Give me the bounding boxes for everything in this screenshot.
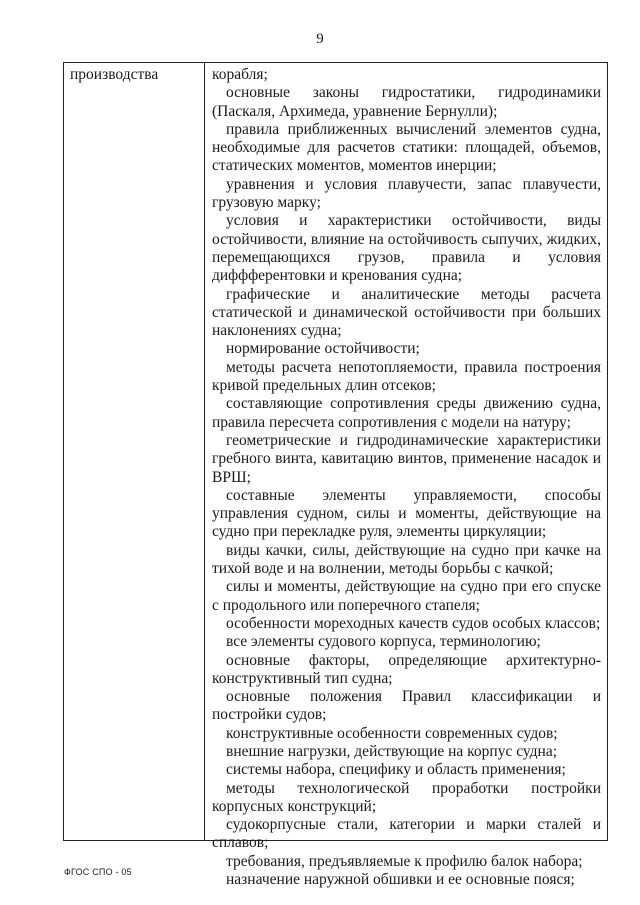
list-item: графические и аналитические методы расчета статической и динамической остойчивости при больших наклонениях судна;: [212, 285, 601, 340]
list-item: особенности мореходных качеств судов особых классов;: [226, 614, 601, 632]
list-item: основные факторы, определяющие архитектурно-конструктивный тип судна;: [212, 651, 601, 687]
list-item: основные законы гидростатики, гидродинамики (Паскаля, Архимеда, уравнение Бернулли);: [212, 84, 601, 120]
footer-code: ФГОС СПО - 05: [64, 867, 132, 877]
list-item: конструктивные особенности современных судов;: [226, 724, 558, 742]
list-item: все элементы судового корпуса, терминологию;: [226, 633, 541, 651]
list-item: требования, предъявляемые к профилю балок набора;: [226, 852, 583, 870]
table-right-cell: [212, 66, 601, 889]
list-item: системы набора, специфику и область применения;: [226, 761, 566, 779]
page-number: 9: [316, 31, 324, 47]
list-item: судокорпусные стали, категории и марки сталей и сплавов;: [212, 816, 601, 852]
list-item: назначение наружной обшивки и ее основные пояся;: [226, 871, 575, 889]
list-item: методы расчета непотопляемости, правила построения кривой предельных длин отсеков;: [212, 358, 601, 395]
list-item: силы и моменты, действующие на судно при его спуске с продольного или поперечного стапеля;: [212, 578, 601, 614]
list-item: составляющие сопротивления среды движению судна, правила пересчета сопротивления с модели на натуру;: [212, 395, 601, 431]
list-item: методы технологической проработки постройки корпусных конструкций;: [212, 779, 601, 815]
list-item: уравнения и условия плавучести, запас плавучести, грузовую марку;: [212, 175, 601, 212]
table-left-cell: производства: [70, 66, 159, 83]
list-item: нормирование остойчивости;: [226, 340, 420, 358]
list-item: условия и характеристики остойчивости, виды остойчивости, влияние на остойчивость сыпучих, жидких, перемещающихся грузов, правила и условия диффферентовки и кренования судна;: [212, 212, 601, 285]
list-item: корабля;: [212, 66, 268, 83]
column-divider: [204, 63, 205, 840]
list-item: составные элементы управляемости, способы управления судном, силы и моменты, действующие на судно при перекладке руля, элементы циркуляции;: [212, 486, 601, 541]
list-item: виды качки, силы, действующие на судно при качке на тихой воде и на волнении, методы борьбы с качкой;: [212, 541, 601, 578]
list-item: правила приближенных вычислений элементов судна, необходимые для расчетов статики: площадей, объемов, статических моментов, моментов инерции;: [212, 120, 601, 175]
list-item: основные положения Правил классификации и постройки судов;: [212, 688, 601, 724]
list-item: геометрические и гидродинамические характеристики гребного винта, кавитацию винтов, применение насадок и ВРШ;: [212, 431, 601, 486]
list-item: внешние нагрузки, действующие на корпус судна;: [226, 742, 558, 760]
